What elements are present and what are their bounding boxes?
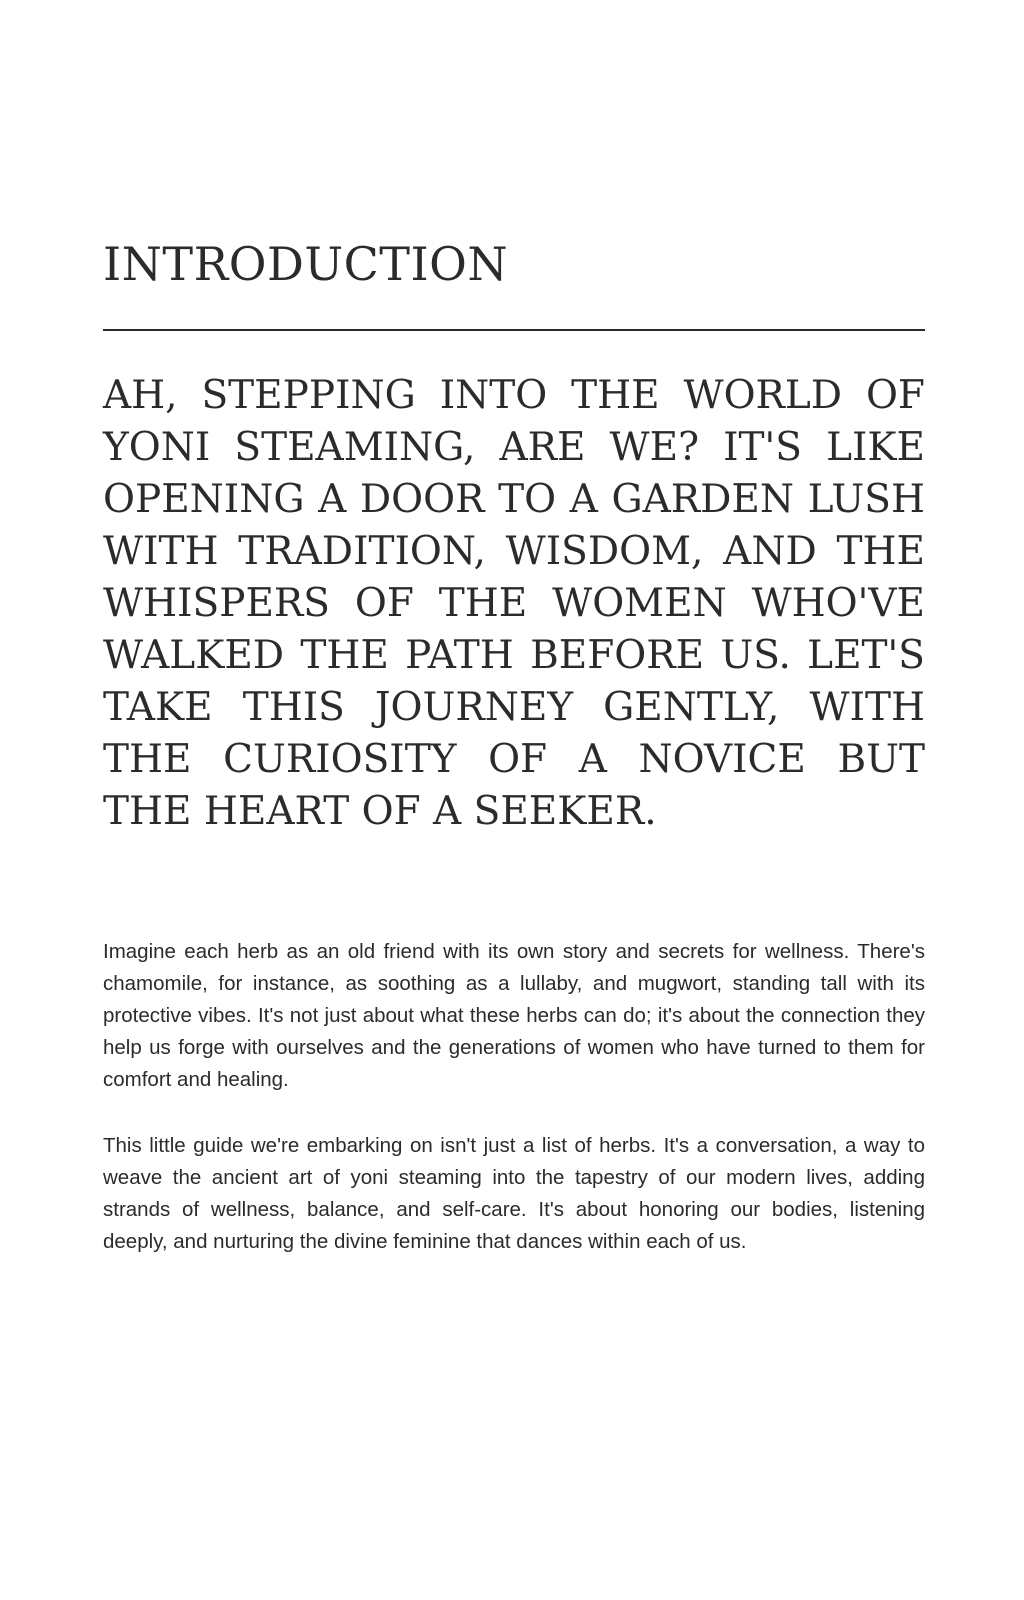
body-paragraph-1: Imagine each herb as an old friend with its own story and secrets for wellness. There's chamomile, for instance, as soothing as a lullaby, and mugwort, standing tall with its protective vibes. It's not just about what these herbs can do; it's about the connection they help us forge with ourselves and the generations of women who have turned to them for comfort and healing.: [103, 940, 925, 1091]
body-paragraph-2: This little guide we're embarking on isn't just a list of herbs. It's a conversation, a way to weave the ancient art of yoni steaming into the tapestry of our modern lives, adding strands of wellness, balance, and self-care. It's about honoring our bodies, listening deeply, and nurturing the divine feminine that dances within each of us.: [103, 1134, 925, 1253]
intro-lede: AH, STEPPING INTO THE WORLD OF YONI STEAMING, ARE WE? IT'S LIKE OPENING A DOOR TO A GARDEN LUSH WITH TRADITION, WISDOM, AND THE WHISPERS OF THE WOMEN WHO'VE WALKED THE PATH BEFORE US. LET'S TAKE THIS JOURNEY GENTLY, WITH THE CURIOSITY OF A NOVICE BUT THE HEART OF A SEEKER.: [103, 373, 925, 834]
page-title: INTRODUCTION: [103, 237, 509, 291]
title-divider: [103, 329, 925, 331]
